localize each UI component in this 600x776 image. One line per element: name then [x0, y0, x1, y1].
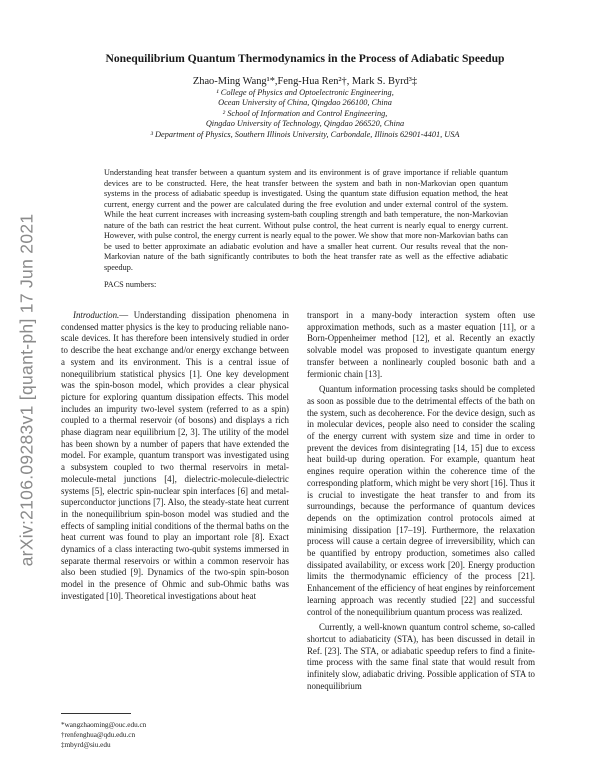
arxiv-identifier[interactable]: arXiv:2106.09283v1 [quant-ph] 17 Jun 2021 — [16, 213, 37, 567]
footnote-email[interactable]: *wangzhaoming@ouc.edu.cn — [61, 721, 147, 729]
affiliation-line: Ocean University of China, Qingdao 266100, China — [218, 98, 392, 108]
pacs-numbers: PACS numbers: — [104, 280, 157, 289]
footnote-email[interactable]: ‡mbyrd@siu.edu — [61, 741, 111, 749]
author-list: Zhao-Ming Wang¹*,Feng-Hua Ren²†, Mark S. Byrd³‡ — [192, 76, 418, 87]
arxiv-stamp — [14, 170, 40, 610]
paper-title: Nonequilibrium Quantum Thermodynamics in the Process of Adiabatic Speedup — [105, 52, 505, 65]
affiliation-line: ¹ College of Physics and Optoelectronic Engineering, — [216, 88, 394, 97]
affiliations — [60, 88, 550, 140]
affiliation-line: ³ Department of Physics, Southern Illinois University, Carbondale, Illinois 62901-4401, USA — [150, 129, 460, 139]
left-column — [61, 310, 289, 603]
paragraph: transport in a many-body interaction system often use approximation methods, such as a master equation [11], or a Born-Oppenheimer method [12], et al. Recently an exactly solvable model was proposed to investigate quantum energy transfer between a nonlinearly coupled bosonic bath and a fermionic chain [13]. — [307, 310, 535, 379]
right-column — [307, 310, 535, 693]
footnote-email[interactable]: †renfenghua@qdu.edu.cn — [61, 731, 136, 739]
section-heading-introduction: Introduction. — [73, 310, 120, 320]
affiliation-line: ² School of Information and Control Engineering, — [222, 108, 388, 118]
footnotes — [61, 720, 146, 750]
paragraph-text: — Understanding dissipation phenomena in condensed matter physics is the key to producing reliable nano-scale devices. It has therefore been intensively studied in order to describe the heat exchange and/or energy exchange between a system and its environment. This is a central issue of nonequilibrium statistical physics [1]. One key development was the spin-boson model, which provides a clear physical picture for exploring quantum dissipation effects. This model includes an impurity two-level system (referred to as a spin) coupled to a thermal reservoir (of bosons) and displays a rich phase diagram near equilibrium [2, 3]. The utility of the model has been shown by a number of papers that have extended the model. For example, quantum transport was investigated using a subsystem coupled to two thermal reservoirs in metal-molecule-metal junctions [4], dielectric-molecule-dielectric systems [5], electric spin-nuclear spin interfaces [6] and metal-superconductor junctions [7]. Also, the steady-state heat current in the nonequilibrium spin-boson model was studied and the effects of sampling initial conditions of the thermal baths on the heat current was found to play an important role [8]. Exact dynamics of a class interacting two-qubit systems immersed in separate thermal reservoirs or within a common reservoir has also been studied [9]. Dynamics of the two-spin spin-boson model in the presence of Ohmic and sub-Ohmic baths was investigated [10]. Theoretical investigations about heat — [61, 310, 289, 601]
footnote-divider — [61, 713, 131, 714]
affiliation-line: Qingdao University of Technology, Qingdao 266520, China — [205, 119, 405, 129]
abstract: Understanding heat transfer between a quantum system and its environment is of grave importance if reliable quantum devices are to be constructed. Here, the heat transfer between the system and bath in non-Markovian open quantum systems in the process of adiabatic speedup is investigated. Using the quantum state diffusion equation method, the heat current, energy current and the power are calculated during the free evolution and under external control of the system. While the heat current increases with increasing system-bath coupling strength and bath temperature, the non-Markovian nature of the bath can restrict the heat current. Without pulse control, the heat current is nearly equal to energy current. However, with pulse control, the energy current is nearly equal to the power. We show that more non-Markovian baths can be used to better approximate an adiabatic evolution and have a smaller heat current. Our results reveal that the non-Markovian nature of the bath significantly contributes to both the heat transfer rate as well as the effective adiabatic speedup. — [104, 168, 508, 272]
paragraph: Currently, a well-known quantum control scheme, so-called shortcut to adiabaticity (STA), has been discussed in detail in Ref. [23]. The STA, or adiabatic speedup refers to find a finite-time process with the same final state that would result from infinitely slow, adiabatic driving. Possible application of STA to nonequilibrium — [307, 622, 535, 691]
paragraph: Quantum information processing tasks should be completed as soon as possible due to the detrimental effects of the bath on the system, such as decoherence. For the device design, such as in molecular devices, people also need to consider the scaling of the energy current with system size and time in order to prevent the devices from disintegrating [14, 15] due to excess heat build-up during operation. For example, quantum heat engines require operation within the coherence time of the corresponding platform, which might be very short [16]. Thus it is crucial to investigate the heat transfer to and from its surroundings, because the performance of quantum devices depends on the optimization control protocols aimed at minimising dissipation [17–19]. Furthermore, the relaxation process will cause a certain degree of irreversibility, which can be quantified by entropy production, sometimes also called dissipated availability, or excess work [20]. Energy production limits the thermodynamic efficiency of the process [21]. Enhancement of the efficiency of heat engines by reinforcement learning approach was recently studied [22] and successful control of the nonequilibrium quantum process was realized. — [307, 384, 535, 617]
intro-paragraph — [61, 310, 289, 603]
